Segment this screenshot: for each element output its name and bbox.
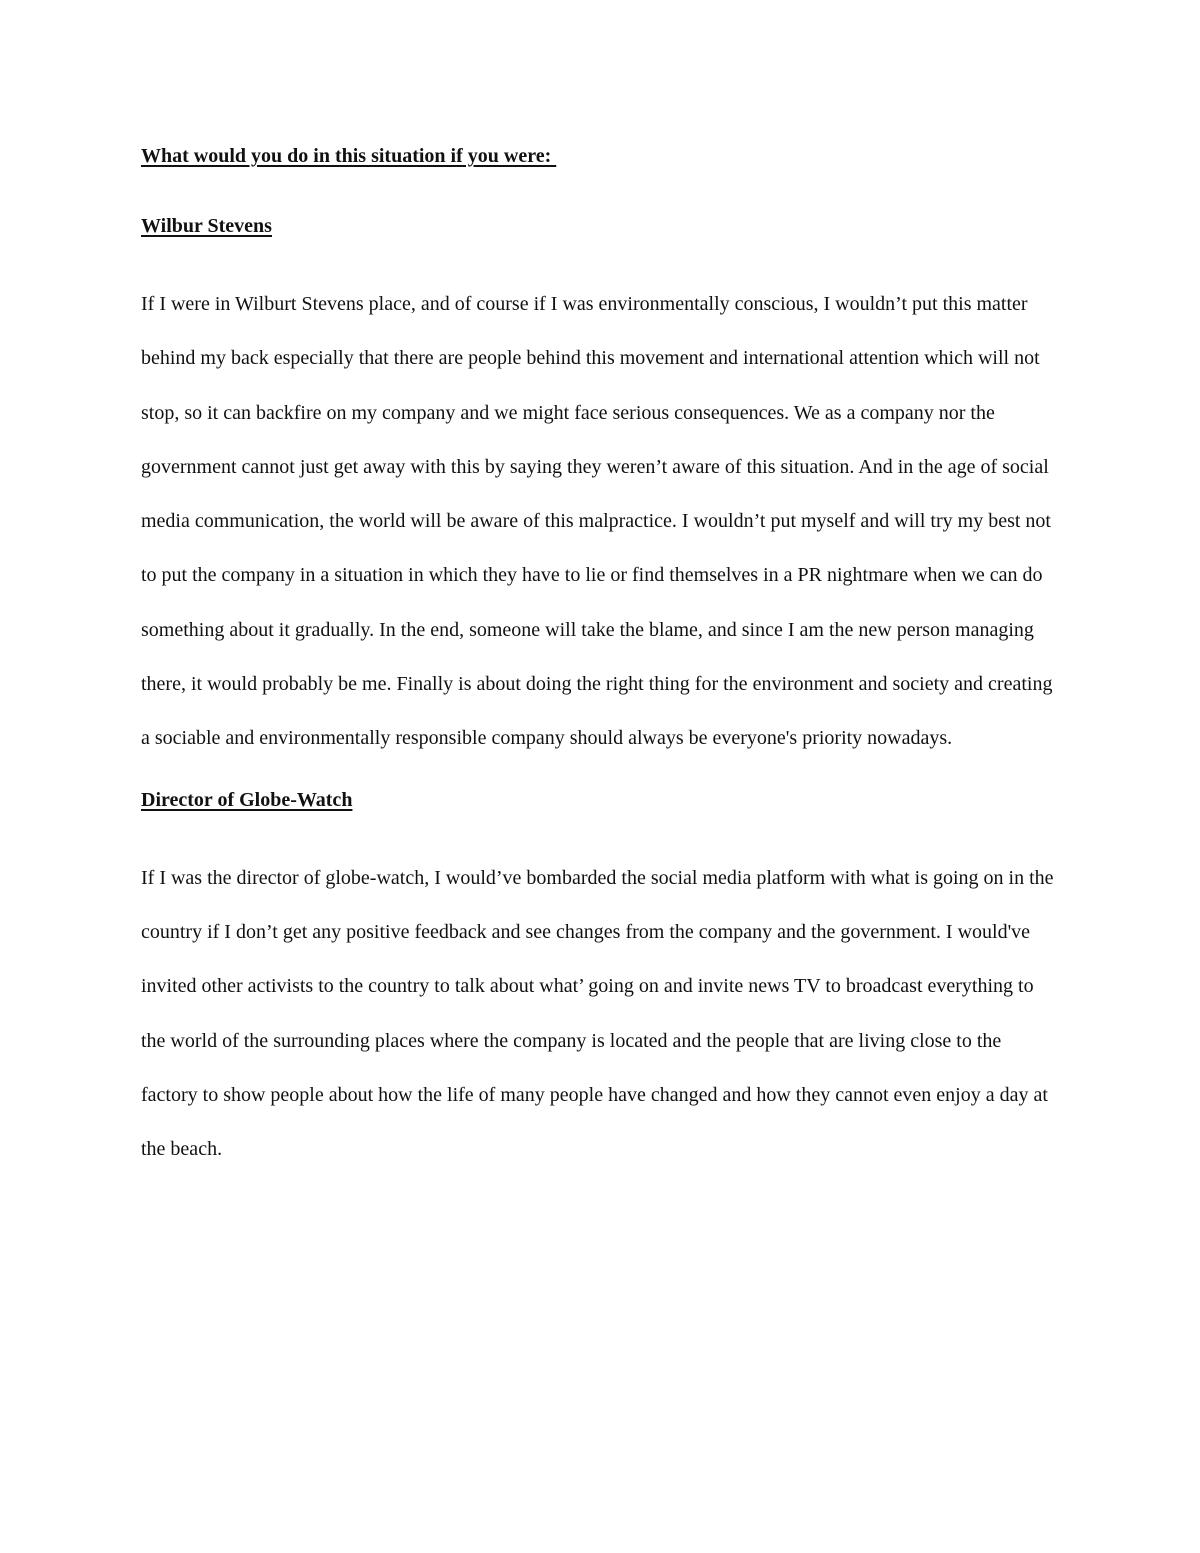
section-heading-wilbur-stevens: Wilbur Stevens [141, 215, 272, 237]
section-paragraph-director-globe-watch: If I was the director of globe-watch, I would’ve bombarded the social media platform with what is going on in the country if I don’t get any positive feedback and see changes from the company and the government. I would've invited other activists to the country to talk about what’ going on and invite news TV to broadcast everything to the world of the surrounding places where the company is located and the people that are living close to the factory to show people about how the life of many people have changed and how they cannot even enjoy a day at the beach. [141, 866, 1054, 1161]
section-heading-director-globe-watch: Director of Globe-Watch [141, 788, 353, 811]
document-body [141, 138, 1061, 1176]
section-paragraph-wilbur-stevens: If I were in Wilburt Stevens place, and of course if I was environmentally conscious, I wouldn’t put this matter behind my back especially that there are people behind this movement and international attention which will not stop, so it can backfire on my company and we might face serious consequences. We as a company nor the government cannot just get away with this by saying they weren’t aware of this situation. And in the age of social media communication, the world will be aware of this malpractice. I wouldn’t put myself and will try my best not to put the company in a situation in which they have to lie or find themselves in a PR nightmare when we can do something about it gradually. In the end, someone will take the blame, and since I am the new person managing there, it would probably be me. Finally is about doing the right thing for the environment and society and creating a sociable and environmentally responsible company should always be everyone's priority nowadays. [141, 293, 1053, 750]
document-title: What would you do in this situation if you were: [141, 145, 557, 167]
